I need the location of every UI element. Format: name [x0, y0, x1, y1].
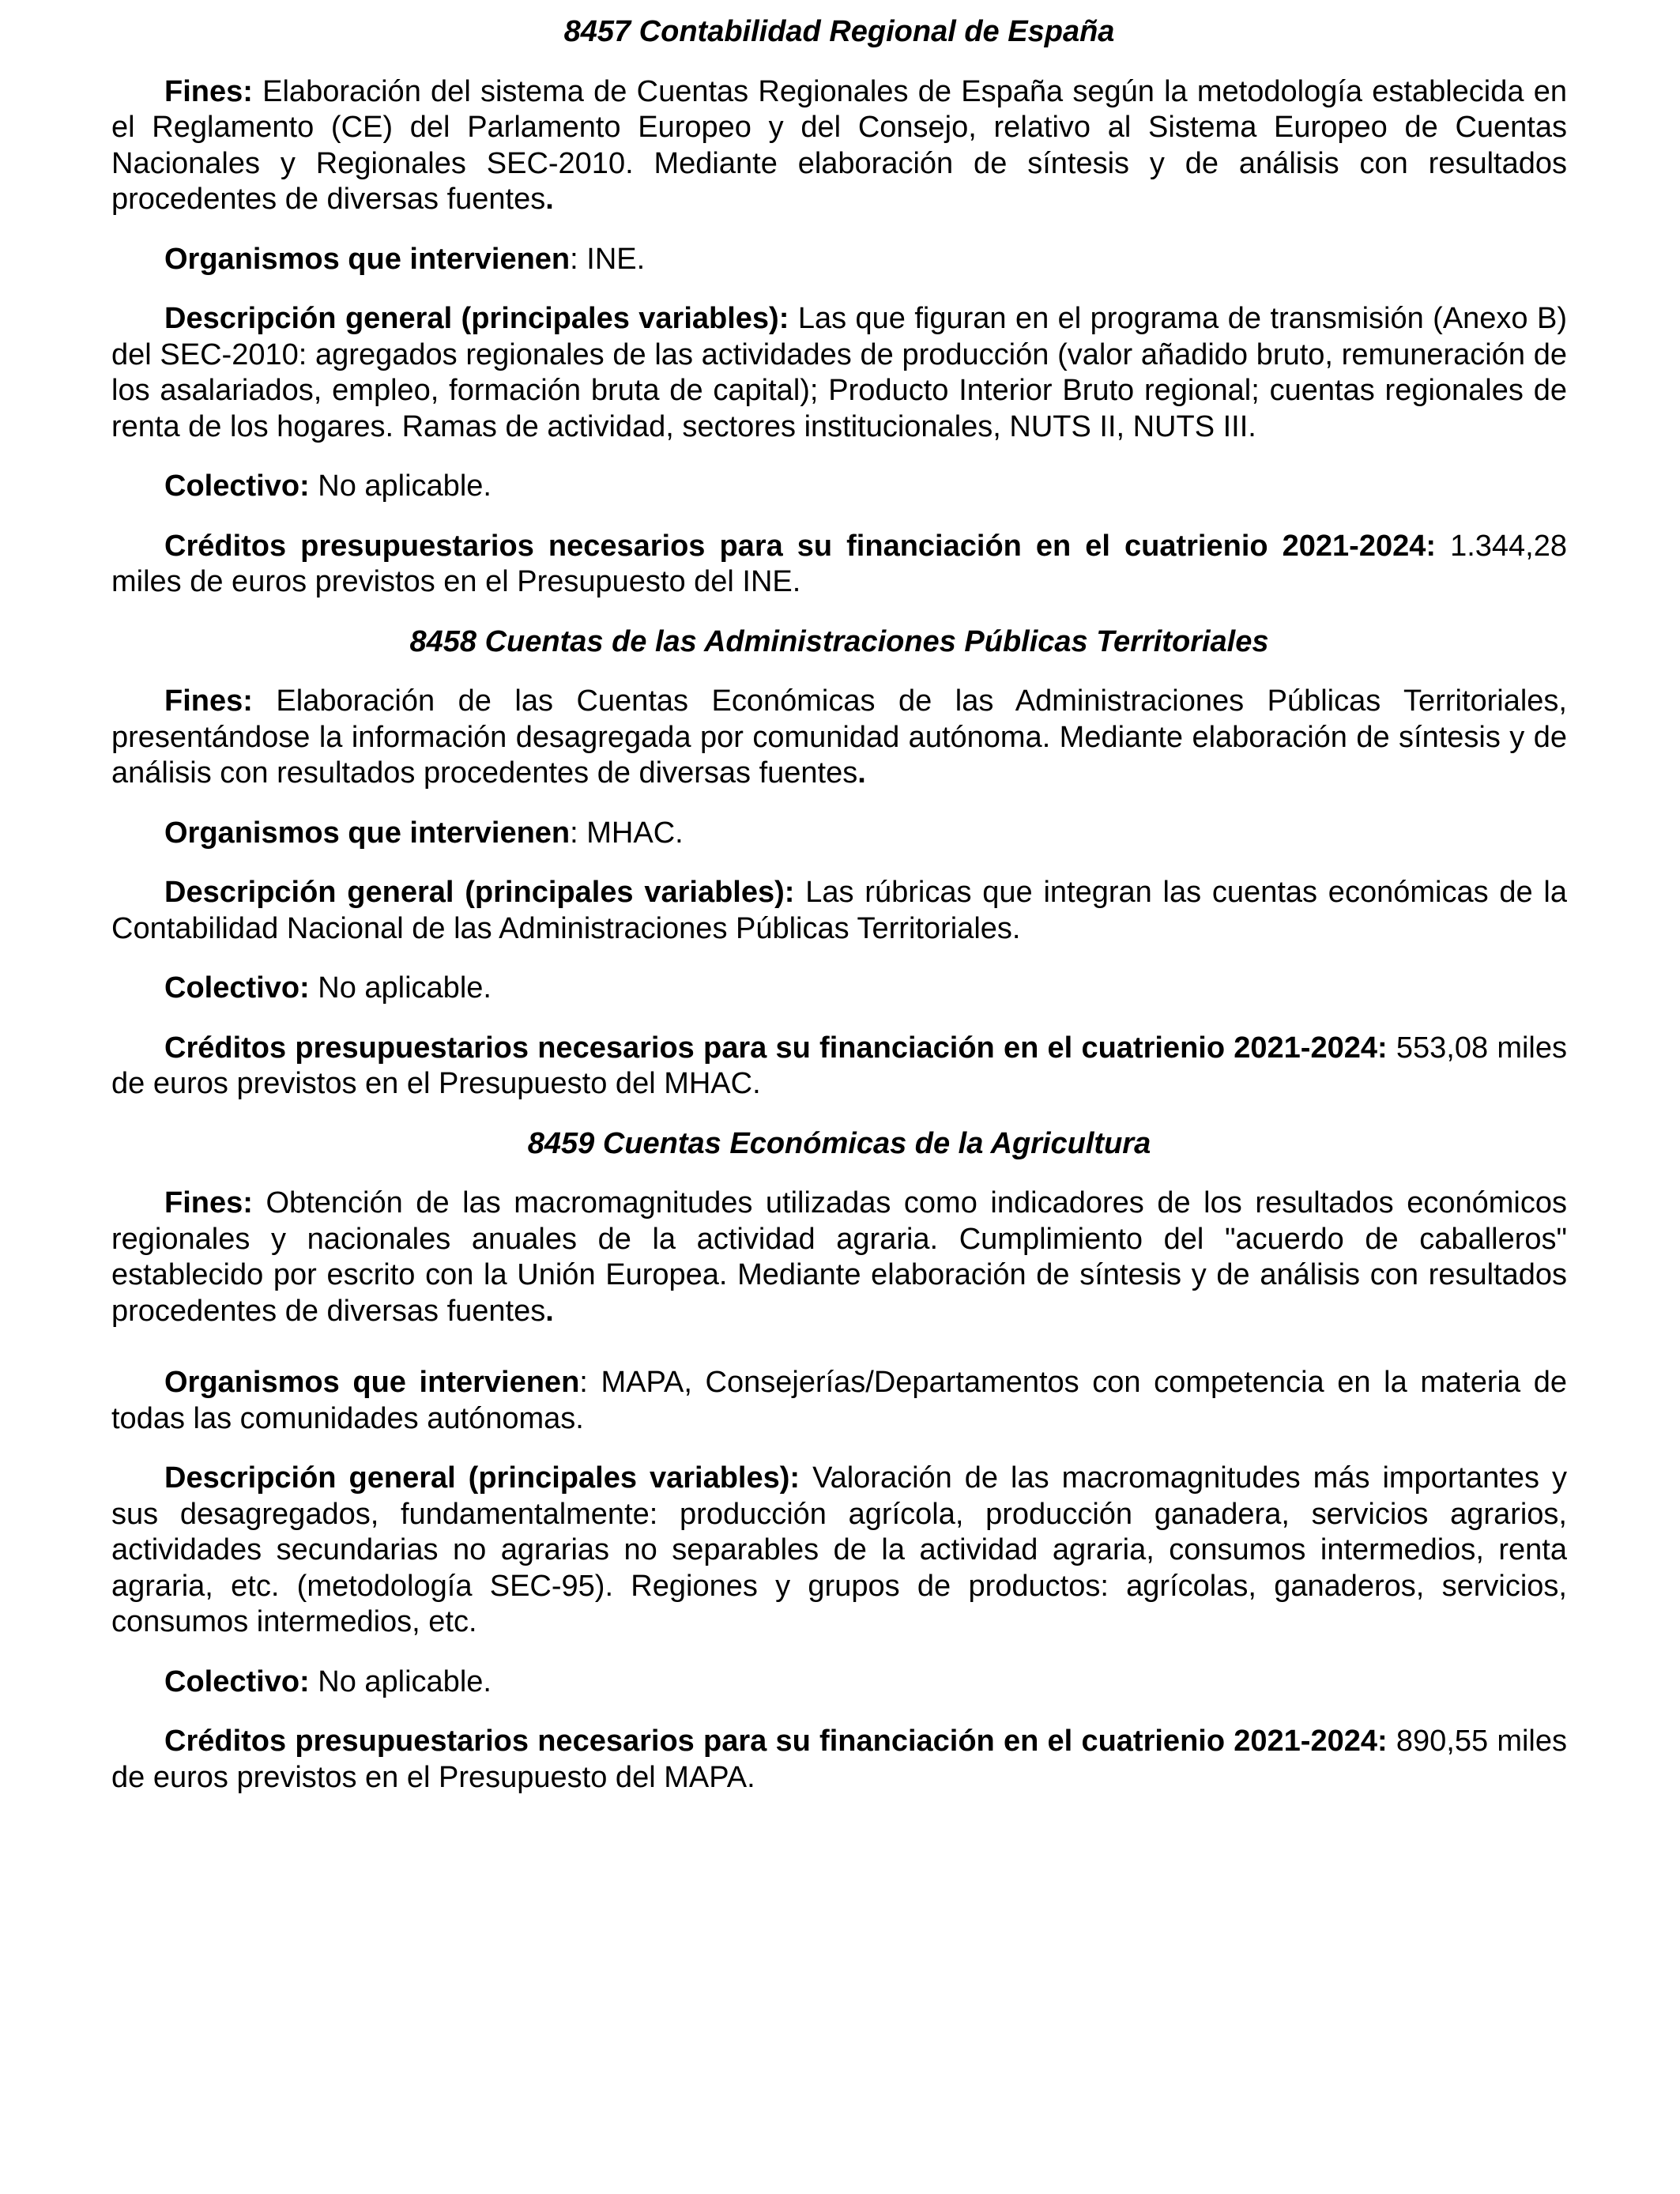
creditos-label: Créditos presupuestarios necesarios para su financiación en el cuatrienio 2021-2024:: [164, 529, 1437, 563]
descripcion-text: Valoración de las macromagnitudes más importantes y sus desagregados, fundamentalmente: producción agrícola, producción ganadera, servicios agrarios, actividades secundarias no agrarias no separables de la actividad agraria, consumos intermedios, renta agraria, etc. (metodología SEC-95). Regiones y grupos de productos: agrícolas, ganaderos, servicios, consumos intermedios, etc.: [111, 1461, 1567, 1638]
fines-paragraph: [111, 684, 1567, 792]
fines-end: .: [545, 1294, 554, 1328]
organismos-text: : MHAC.: [570, 816, 684, 850]
descripcion-text: Las rúbricas que integran las cuentas económicas de la Contabilidad Nacional de las Administraciones Públicas Territoriales.: [111, 876, 1567, 945]
document-page: [111, 14, 1567, 1819]
fines-text: Elaboración del sistema de Cuentas Regionales de España según la metodología establecida en el Reglamento (CE) del Parlamento Europeo y del Consejo, relativo al Sistema Europeo de Cuentas Nacionales y Regionales SEC-2010. Mediante elaboración de síntesis y de análisis con resultados procedentes de diversas fuentes: [111, 74, 1567, 216]
fines-end: .: [545, 183, 554, 216]
section-8457: [111, 14, 1567, 601]
organismos-label: Organismos que intervienen: [164, 816, 571, 850]
organismos-label: Organismos que intervienen: [164, 1366, 580, 1399]
creditos-text: 553,08 miles de euros previstos en el Presupuesto del MHAC.: [111, 1031, 1567, 1100]
descripcion-label: Descripción general (principales variables):: [164, 876, 795, 909]
creditos-paragraph: [111, 529, 1567, 601]
section-title: 8458 Cuentas de las Administraciones Públicas Territoriales: [409, 624, 1269, 658]
section-8458: [111, 624, 1567, 1103]
creditos-paragraph: [111, 1031, 1567, 1103]
colectivo-paragraph: [111, 971, 1567, 1007]
organismos-paragraph: [111, 816, 1567, 852]
organismos-label: Organismos que intervienen: [164, 242, 571, 276]
fines-label: Fines:: [164, 684, 253, 718]
colectivo-paragraph: [111, 1664, 1567, 1701]
creditos-label: Créditos presupuestarios necesarios para su financiación en el cuatrienio 2021-2024:: [164, 1031, 1388, 1065]
section-title: 8459 Cuentas Económicas de la Agricultura: [527, 1126, 1151, 1160]
descripcion-paragraph: [111, 1461, 1567, 1641]
organismos-paragraph: [111, 242, 1567, 278]
descripcion-paragraph: [111, 301, 1567, 445]
colectivo-text: No aplicable.: [318, 971, 492, 1005]
creditos-text: 890,55 miles de euros previstos en el Presupuesto del MAPA.: [111, 1725, 1567, 1794]
organismos-text: : MAPA, Consejerías/Departamentos con competencia en la materia de todas las comunidades autónomas.: [111, 1366, 1567, 1435]
descripcion-label: Descripción general (principales variables):: [164, 1461, 800, 1495]
colectivo-label: Colectivo:: [164, 1664, 310, 1698]
fines-end: .: [857, 756, 866, 790]
section-title: 8457 Contabilidad Regional de España: [563, 15, 1115, 48]
fines-paragraph: [111, 1186, 1567, 1329]
colectivo-text: No aplicable.: [318, 469, 492, 503]
section-8459: [111, 1126, 1567, 1796]
colectivo-label: Colectivo:: [164, 971, 310, 1005]
creditos-paragraph: [111, 1724, 1567, 1796]
descripcion-label: Descripción general (principales variables):: [164, 302, 789, 335]
colectivo-text: No aplicable.: [318, 1664, 492, 1698]
descripcion-text: Las que figuran en el programa de transmisión (Anexo B) del SEC-2010: agregados regionales de las actividades de producción (valor añadido bruto, remuneración de los asalariados, empleo, formación bruta de capital); Producto Interior Bruto regional; cuentas regionales de renta de los hogares. Ramas de actividad, sectores institucionales, NUTS II, NUTS III.: [111, 302, 1567, 443]
fines-label: Fines:: [164, 1186, 253, 1220]
fines-text: Elaboración de las Cuentas Económicas de las Administraciones Públicas Territoriales, presentándose la información desagregada por comunidad autónoma. Mediante elaboración de síntesis y de análisis con resultados procedentes de diversas fuentes: [111, 684, 1567, 790]
organismos-text: : INE.: [570, 242, 646, 276]
fines-label: Fines:: [164, 74, 253, 108]
creditos-text: 1.344,28 miles de euros previstos en el Presupuesto del INE.: [111, 529, 1567, 598]
descripcion-paragraph: [111, 875, 1567, 947]
fines-paragraph: [111, 74, 1567, 218]
creditos-label: Créditos presupuestarios necesarios para su financiación en el cuatrienio 2021-2024:: [164, 1725, 1388, 1758]
organismos-paragraph: [111, 1365, 1567, 1437]
fines-text: Obtención de las macromagnitudes utilizadas como indicadores de los resultados económicos regionales y nacionales anuales de la actividad agraria. Cumplimiento del "acuerdo de caballeros" establecido por escrito con la Unión Europea. Mediante elaboración de síntesis y de análisis con resultados procedentes de diversas fuentes: [111, 1186, 1568, 1328]
colectivo-label: Colectivo:: [164, 469, 310, 503]
colectivo-paragraph: [111, 469, 1567, 505]
